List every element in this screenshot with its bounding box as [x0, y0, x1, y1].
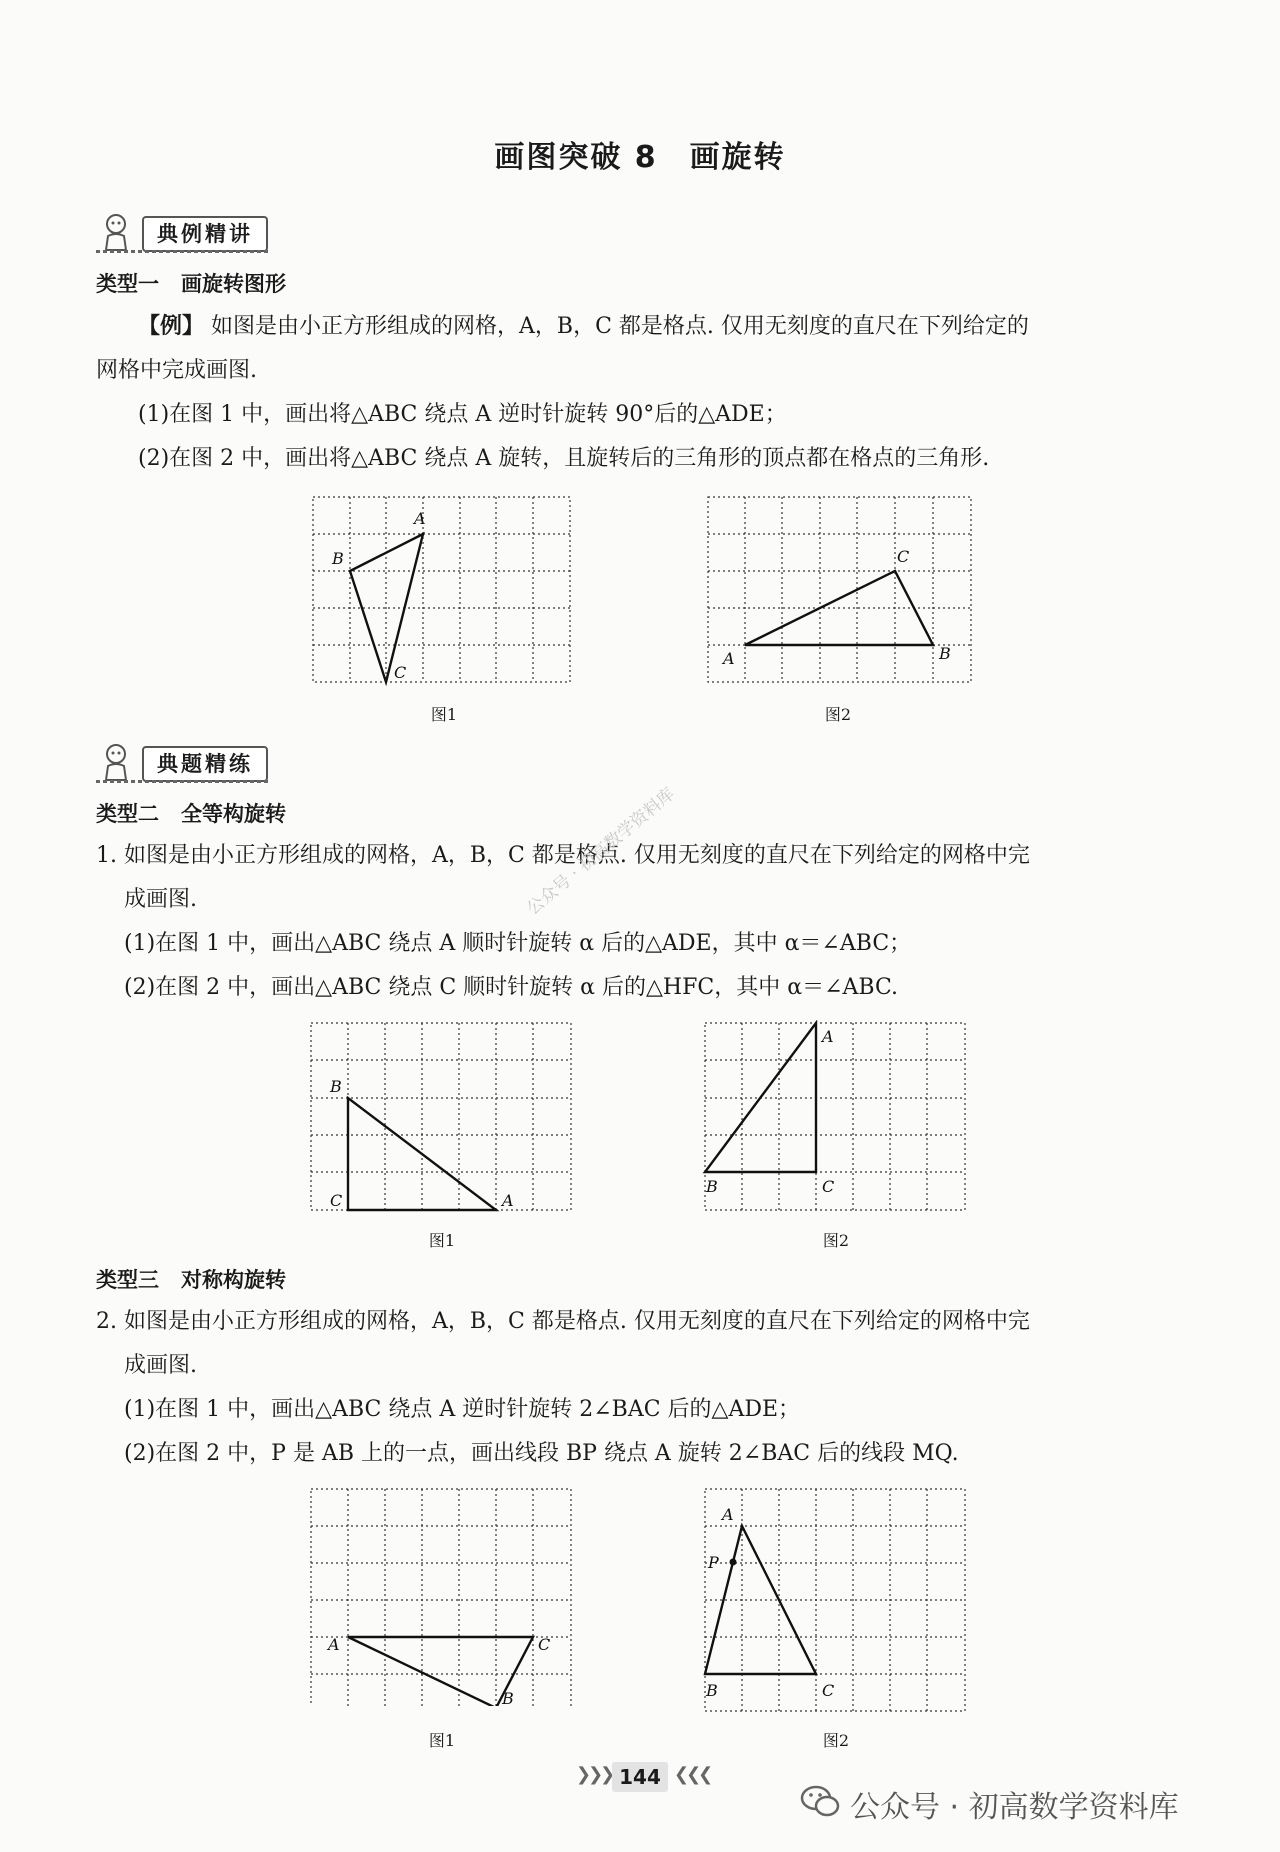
mascot-icon: [96, 210, 140, 254]
banner-label: 典例精讲: [142, 216, 268, 252]
point-label-b: B: [706, 1681, 718, 1700]
section-name: 画旋转图形: [181, 272, 286, 296]
problem1-figure-1: [308, 1020, 578, 1220]
mascot-icon: [96, 740, 140, 784]
problem2-q2: (2)在图 2 中，P 是 AB 上的一点，画出线段 BP 绕点 A 旋转 2∠BAC 后的线段 MQ.: [124, 1441, 959, 1466]
problem2-text: [96, 1300, 1206, 1476]
problem2-line2: 成画图.: [124, 1353, 197, 1378]
point-label-b: B: [706, 1177, 718, 1196]
watermark: 公众号 · 初高数学资料库: [523, 784, 679, 920]
point-label-b: B: [330, 1077, 342, 1096]
banner-example: [96, 210, 276, 254]
page-number-block: [570, 1762, 710, 1792]
problem2-figure-2: [702, 1486, 972, 1716]
page-number: 144: [612, 1762, 668, 1792]
banner-divider: [96, 250, 268, 253]
banner-label: 典题精练: [142, 746, 268, 782]
example-line2: 网格中完成画图.: [96, 358, 257, 383]
point-label-b: B: [332, 549, 344, 568]
section-type3: [96, 1264, 286, 1294]
example-q2: (2)在图 2 中，画出将△ABC 绕点 A 旋转，且旋转后的三角形的顶点都在格点的三角形.: [138, 446, 990, 471]
section-type2: [96, 798, 286, 828]
problem2-line1: 2. 如图是由小正方形组成的网格，A，B，C 都是格点. 仅用无刻度的直尺在下列给定的网格中完: [96, 1309, 1030, 1334]
section-name: 对称构旋转: [181, 1268, 286, 1292]
point-label-a: A: [722, 1505, 734, 1524]
point-label-b: B: [502, 1689, 514, 1706]
point-label-a: A: [822, 1027, 834, 1046]
section-label: 类型二: [96, 802, 159, 826]
caption-fig1: 图1: [428, 1731, 456, 1750]
caption-fig2: 图2: [822, 1731, 850, 1750]
point-label-c: C: [538, 1635, 551, 1654]
point-p-dot: [730, 1559, 737, 1566]
example-figure-1: [310, 494, 580, 694]
point-label-a: A: [414, 509, 426, 528]
grid: [705, 1023, 965, 1210]
grid: [313, 497, 570, 682]
problem2-figure-1: [308, 1486, 578, 1706]
caption-fig2: 图2: [824, 705, 852, 724]
section-type1: [96, 268, 286, 298]
grid: [311, 1489, 571, 1706]
problem1-figure-2: [702, 1020, 972, 1220]
point-label-c: C: [897, 547, 910, 566]
wechat-icon: [800, 1784, 840, 1820]
grid: [705, 1489, 965, 1711]
section-name: 全等构旋转: [181, 802, 286, 826]
problem1-text: [96, 834, 1206, 1010]
problem1-q1: (1)在图 1 中，画出△ABC 绕点 A 顺时针旋转 α 后的△ADE，其中 α＝∠ABC；: [124, 931, 912, 956]
section-label: 类型三: [96, 1268, 159, 1292]
caption-fig2: 图2: [822, 1231, 850, 1250]
problem1-q2: (2)在图 2 中，画出△ABC 绕点 C 顺时针旋转 α 后的△HFC，其中 α＝∠ABC.: [124, 975, 899, 1000]
page-title: 画图突破 8 画旋转: [494, 140, 786, 175]
example-line1: 如图是由小正方形组成的网格，A，B，C 都是格点. 仅用无刻度的直尺在下列给定的: [211, 314, 1029, 339]
point-label-p: P: [708, 1553, 719, 1572]
wechat-footer: [800, 1780, 1270, 1826]
point-label-a: A: [502, 1191, 514, 1210]
chevron-left-icon: ❮❮❮: [674, 1764, 711, 1785]
point-label-b: B: [939, 644, 951, 663]
problem1-line2: 成画图.: [124, 887, 197, 912]
grid: [708, 497, 971, 682]
example-figure-2: [705, 494, 975, 694]
wechat-account-name: 公众号 · 初高数学资料库: [850, 1790, 1179, 1825]
problem2-q1: (1)在图 1 中，画出△ABC 绕点 A 逆时针旋转 2∠BAC 后的△ADE；: [124, 1397, 801, 1422]
point-label-c: C: [394, 663, 407, 682]
example-tag: 【例】: [138, 313, 205, 339]
banner-divider: [96, 780, 268, 783]
point-label-a: A: [723, 649, 735, 668]
chevron-right-icon: ❯❯❯: [576, 1764, 613, 1785]
point-label-c: C: [822, 1177, 835, 1196]
section-label: 类型一: [96, 272, 159, 296]
grid: [311, 1023, 571, 1210]
banner-practice: [96, 740, 276, 784]
example-text: [96, 304, 1196, 481]
caption-fig1: 图1: [428, 1231, 456, 1250]
caption-fig1: 图1: [430, 705, 458, 724]
problem1-line1: 1. 如图是由小正方形组成的网格，A，B，C 都是格点. 仅用无刻度的直尺在下列给定的网格中完: [96, 843, 1030, 868]
point-label-a: A: [328, 1635, 340, 1654]
example-q1: (1)在图 1 中，画出将△ABC 绕点 A 逆时针旋转 90°后的△ADE；: [138, 402, 787, 427]
point-label-c: C: [822, 1681, 835, 1700]
point-label-c: C: [330, 1191, 343, 1210]
